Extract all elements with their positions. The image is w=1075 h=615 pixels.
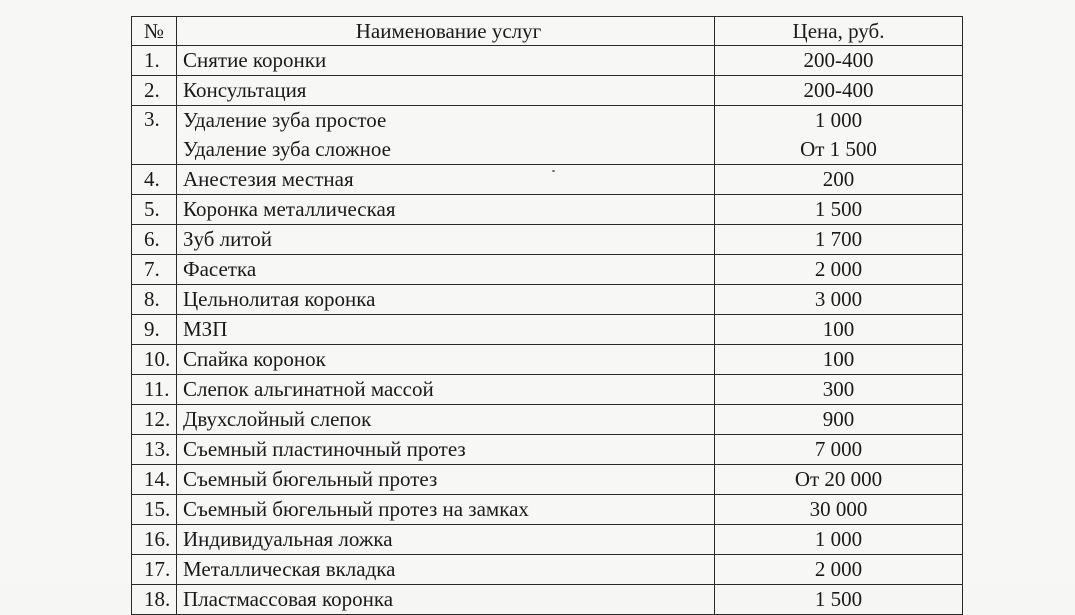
- service-name: Фасетка: [183, 257, 257, 281]
- row-number: 2.: [132, 76, 177, 106]
- table-row: [132, 555, 963, 585]
- price-cell: [715, 106, 963, 165]
- service-name-cell: [177, 225, 715, 255]
- service-name: Консультация: [183, 78, 307, 102]
- table-row: [132, 76, 963, 106]
- table-header-row: [132, 17, 963, 46]
- price-cell: [715, 465, 963, 495]
- price-cell: [715, 345, 963, 375]
- table-row: [132, 195, 963, 225]
- header-price: Цена, руб.: [715, 17, 963, 46]
- service-price: 200: [822, 167, 855, 191]
- row-number: 8.: [132, 285, 177, 315]
- service-price: 1 000: [814, 108, 863, 132]
- row-number: 12.: [132, 405, 177, 435]
- service-name-cell: [177, 76, 715, 106]
- table-row: [132, 46, 963, 76]
- service-price: 2 000: [814, 557, 863, 581]
- price-cell: [715, 76, 963, 106]
- table-row: [132, 465, 963, 495]
- service-name: Съемный пластиночный протез: [183, 437, 466, 461]
- row-number: 16.: [132, 525, 177, 555]
- service-name-cell: [177, 106, 715, 165]
- service-name-cell: [177, 495, 715, 525]
- row-number: 5.: [132, 195, 177, 225]
- service-name: Коронка металлическая: [183, 197, 396, 221]
- row-number: 18.: [132, 585, 177, 615]
- table-row: [132, 435, 963, 465]
- price-cell: [715, 285, 963, 315]
- service-price: 2 000: [814, 257, 863, 281]
- price-cell: [715, 46, 963, 76]
- service-name-cell: [177, 435, 715, 465]
- row-number: 9.: [132, 315, 177, 345]
- price-cell: [715, 525, 963, 555]
- table-row: [132, 375, 963, 405]
- service-price: 30 000: [809, 497, 868, 521]
- table-row: [132, 525, 963, 555]
- service-name: Снятие коронки: [183, 48, 327, 72]
- row-number: 15.: [132, 495, 177, 525]
- row-number: 13.: [132, 435, 177, 465]
- row-number: 17.: [132, 555, 177, 585]
- price-cell: [715, 585, 963, 615]
- row-number: 10.: [132, 345, 177, 375]
- service-name: Анестезия местная: [183, 167, 354, 191]
- service-name-cell: [177, 465, 715, 495]
- service-name-cell: [177, 585, 715, 615]
- row-number: 6.: [132, 225, 177, 255]
- service-price: 7 000: [814, 437, 863, 461]
- service-price: 3 000: [814, 287, 863, 311]
- service-name: Зуб литой: [183, 227, 273, 251]
- service-name: Металлическая вкладка: [183, 557, 396, 581]
- service-price: 1 700: [814, 227, 863, 251]
- table-row: [132, 225, 963, 255]
- service-name-cell: [177, 195, 715, 225]
- service-name-cell: [177, 525, 715, 555]
- service-price: 200-400: [803, 48, 874, 72]
- header-number: №: [132, 17, 177, 46]
- service-price: От 20 000: [794, 467, 883, 491]
- service-name-cell: [177, 285, 715, 315]
- row-number: 14.: [132, 465, 177, 495]
- service-name: Спайка коронок: [183, 347, 326, 371]
- price-cell: [715, 405, 963, 435]
- service-name: Съемный бюгельный протез на замках: [183, 497, 529, 521]
- service-price: 1 500: [814, 197, 863, 221]
- service-name: МЗП: [183, 317, 228, 341]
- row-number: 4.: [132, 165, 177, 195]
- price-cell: [715, 225, 963, 255]
- table-row: [132, 345, 963, 375]
- service-price: 1 000: [814, 527, 863, 551]
- service-price: 300: [822, 377, 855, 401]
- price-cell: [715, 375, 963, 405]
- service-name: Индивидуальная ложка: [183, 527, 393, 551]
- service-name-cell: [177, 555, 715, 585]
- service-name: Удаление зуба сложное: [183, 137, 391, 161]
- price-cell: [715, 195, 963, 225]
- table-row: [132, 315, 963, 345]
- service-name: Слепок альгинатной массой: [183, 377, 434, 401]
- service-name: Удаление зуба простое: [183, 108, 387, 132]
- service-price: 100: [822, 347, 855, 371]
- table-row: [132, 255, 963, 285]
- scan-speck: [552, 170, 555, 172]
- table-row: [132, 405, 963, 435]
- service-name: Двухслойный слепок: [183, 407, 372, 431]
- service-name-cell: [177, 255, 715, 285]
- row-number: 11.: [132, 375, 177, 405]
- service-name-cell: [177, 405, 715, 435]
- service-name-cell: [177, 375, 715, 405]
- service-name: Съемный бюгельный протез: [183, 467, 438, 491]
- price-cell: [715, 315, 963, 345]
- table-row: [132, 585, 963, 615]
- price-table: [131, 16, 963, 615]
- price-cell: [715, 255, 963, 285]
- row-number: 7.: [132, 255, 177, 285]
- price-cell: [715, 435, 963, 465]
- service-name-cell: [177, 315, 715, 345]
- table-row: [132, 495, 963, 525]
- row-number: 3.: [132, 106, 177, 165]
- header-service-name: Наименование услуг: [177, 17, 715, 46]
- service-price: 900: [822, 407, 855, 431]
- service-name: Цельнолитая коронка: [183, 287, 376, 311]
- service-price: 1 500: [814, 587, 863, 611]
- table-row: [132, 106, 963, 165]
- service-name-cell: [177, 165, 715, 195]
- table-row: [132, 165, 963, 195]
- price-cell: [715, 495, 963, 525]
- price-cell: [715, 165, 963, 195]
- service-price: 100: [822, 317, 855, 341]
- service-price: 200-400: [803, 78, 874, 102]
- table-row: [132, 285, 963, 315]
- service-name-cell: [177, 345, 715, 375]
- service-name-cell: [177, 46, 715, 76]
- row-number: 1.: [132, 46, 177, 76]
- service-price: От 1 500: [800, 137, 877, 161]
- price-cell: [715, 555, 963, 585]
- price-table-body: [132, 46, 963, 615]
- service-name: Пластмассовая коронка: [183, 587, 394, 611]
